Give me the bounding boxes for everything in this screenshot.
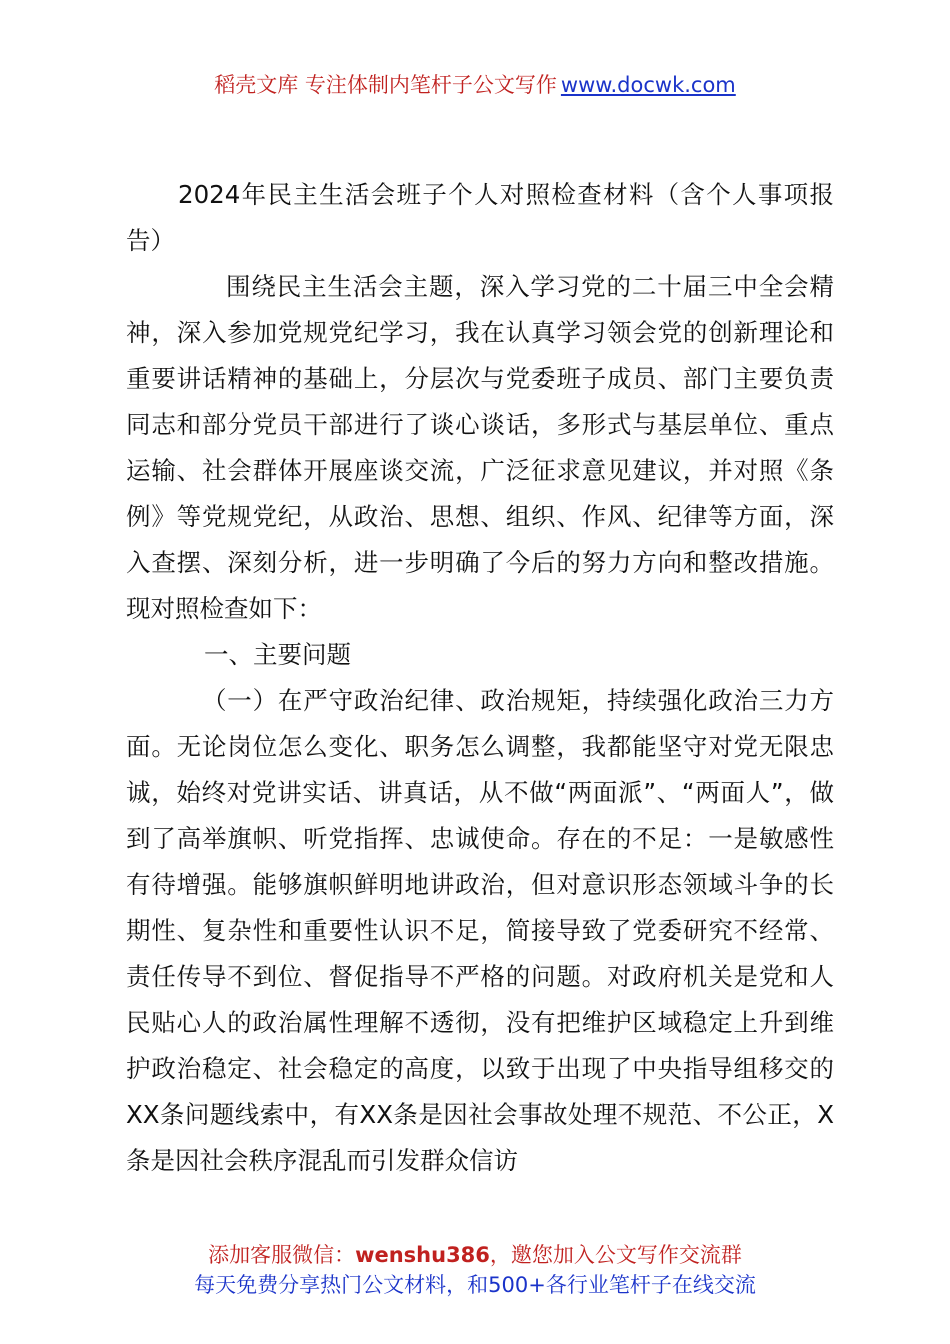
- section-heading: 一、主要问题: [204, 640, 351, 669]
- intro-paragraph: 围绕民主生活会主题，深入学习党的二十届三中全会精神，深入参加党规党纪学习，我在认真学习领会党的创新理论和重要讲话精神的基础上，分层次与党委班子成员、部门主要负责同志和部分党员干部进行了谈心谈话，多形式与基层单位、重点运输、社会群体开展座谈交流，广泛征求意见建议，并对照《条例》等党规党纪，从政治、思想、组织、作风、纪律等方面，深入查摆、深刻分析，进一步明确了今后的努力方向和整改措施。现对照检查如下：: [126, 272, 834, 623]
- document-title: 2024年民主生活会班子个人对照检查材料（含个人事项报告）: [126, 180, 834, 255]
- document-body: [126, 172, 834, 1184]
- header-brand: 稻壳文库 专注体制内笔杆子公文写作: [214, 73, 557, 97]
- header-url-link[interactable]: www.docwk.com: [560, 73, 736, 97]
- page-footer: [0, 1240, 950, 1300]
- subsection-paragraph: （一）在严守政治纪律、政治规矩，持续强化政治三力方面。无论岗位怎么变化、职务怎么调整，我都能坚守对党无限忠诚，始终对党讲实话、讲真话，从不做“两面派”、“两面人”，做到了高举旗帜、听党指挥、忠诚使命。存在的不足：一是敏感性有待增强。能够旗帜鲜明地讲政治，但对意识形态领域斗争的长期性、复杂性和重要性认识不足，简接导致了党委研究不经常、责任传导不到位、督促指导不严格的问题。对政府机关是党和人民贴心人的政治属性理解不透彻，没有把维护区域稳定上升到维护政治稳定、社会稳定的高度，以致于出现了中央指导组移交的XX条问题线索中，有XX条是因社会事故处理不规范、不公正，X条是因社会秩序混乱而引发群众信访: [126, 686, 834, 1175]
- wechat-id: wenshu386: [355, 1243, 490, 1267]
- page-header: [0, 70, 950, 100]
- footer-contact-suffix: ，邀您加入公文写作交流群: [489, 1243, 742, 1267]
- footer-contact-prefix: 添加客服微信：: [208, 1243, 356, 1267]
- footer-promo-line: 每天免费分享热门公文材料，和500+各行业笔杆子在线交流: [194, 1273, 756, 1297]
- footer-contact-line: [0, 1240, 950, 1270]
